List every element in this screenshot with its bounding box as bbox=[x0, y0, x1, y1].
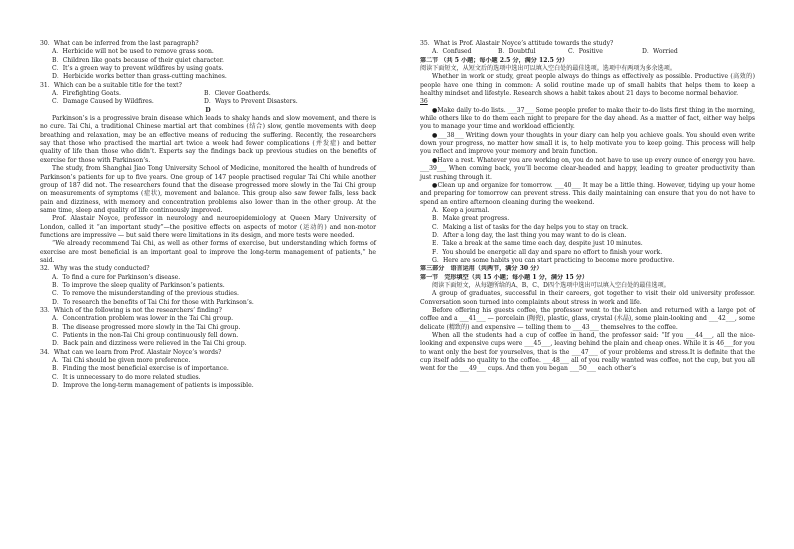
section2-instructions: 阅读下面短文，从短文后的选项中选出可以填入空白处的最佳选项。选项中有两项为多余选项。 bbox=[420, 65, 676, 73]
passage-d-para3: Prof. Alastair Noyce, professor in neurology and neuroepidemiology at Queen Mary University of London, called it “an important study”—the positive effects on aspects of motor (运动的) and non-motor functions are impressive — but said there were limitations in its design, and more tests were needed. bbox=[40, 215, 376, 239]
options-31-row2 bbox=[40, 98, 376, 106]
section2-para1: Whether in work or study, great people always do things as effectively as possible. Productive (高效的) people have one thing in common: A solid routine made up of small habits that helps them to keep a healthy mindset and lifestyle. Research shows a habit takes about 21 days to become normal behavior. bbox=[420, 73, 755, 98]
option-33-c: C．Patients in the non-Tai Chi group continuously fell down. bbox=[52, 332, 239, 340]
option-30-a: A．Herbicide will not be used to remove grass soon. bbox=[52, 48, 214, 56]
left-column bbox=[40, 40, 376, 390]
cloze-para1: A group of graduates, successful in their careers, got together to visit their old university professor. Conversation soon turned into complaints about stress in work and life. bbox=[420, 290, 755, 306]
question-35: 35．What is Prof. Alastair Noyce’s attitude towards the study? bbox=[420, 40, 614, 47]
passage-d-para1: Parkinson’s is a progressive brain disease which leads to shaky hands and slow movement, and there is no cure. Tai Chi, a traditional Chinese martial art that combines (结合) slow, gentle movements with deep breathing and relaxation, may be an effective means of reducing the suffering. Recently, the researchers say that those who practised the martial art twice a week had fewer complications (并发症) and better quality of life than those who didn’t. Experts say the findings back up previous studies on the benefits of exercise for those with Parkinson’s. bbox=[40, 115, 376, 164]
passage-d-para4: “We already recommend Tai Chi, as well as other forms of exercise, but understanding which forms of exercise are most beneficial is an important goal to improve the long-term management of patients,” he said. bbox=[40, 240, 376, 264]
option-b: B．Make great progress. bbox=[432, 215, 510, 223]
part3-instructions: 阅读下面短文，从每题所给的A、B、C、D四个选项中选出可以填入空白处的最佳选项。 bbox=[432, 281, 670, 289]
option-33-d: D．Back pain and dizziness were relieved in the Tai Chi group. bbox=[52, 340, 247, 348]
option-31-c: C．Damage Caused by Wildfires. bbox=[52, 98, 154, 106]
tip-1: ●Make daily to-do lists. ___37___ Some people prefer to make their to-do lists first thing in the morning, while others like to do them each night to prepare for the day ahead. As a matter of fact, either way helps you to manage your time and workload efficiently. bbox=[420, 106, 755, 131]
question-31: 31．Which can be a suitable title for the text? bbox=[40, 81, 182, 89]
option-f: F．You should be energetic all day and spare no effort to finish your work. bbox=[432, 248, 663, 256]
option-g: G．Here are some habits you can start practicing to become more productive. bbox=[432, 256, 675, 264]
option-32-d: D．To research the benefits of Tai Chi for those with Parkinson’s. bbox=[52, 298, 254, 306]
cloze-para3: When all the students had a cup of coffee in hand, the professor said: “If you ___44___, all the nice-looking and expensive cups were ___45___, leaving behind the plain and cheap ones. While it is 46___for you to want only the best for yourselves, that is the ___47___ of your problems and stress.It is definite that the cup itself adds no quality to the coffee. ___48___ all of you really wanted was coffee, not the cup, but you all went for the ___49___ cups. And then you began ___50___ each other’s bbox=[420, 332, 755, 373]
option-34-a: A．Tai Chi should be given more preference. bbox=[52, 357, 191, 365]
option-30-b: B．Children like goats because of their quiet character. bbox=[52, 56, 224, 64]
tip-3: ●Have a rest. Whatever you are working on, you do not have to use up every ounce of energy you have. ___39___ When coming back, you’ll become clear-headed and happy, leading to greater productivity than just rushing through it. bbox=[420, 156, 755, 181]
section2-title: 第二节 （共 5 小题；每小题 2.5 分，满分 12.5 分） bbox=[420, 56, 569, 64]
option-30-c: C．It’s a green way to prevent wildfires by using goats. bbox=[52, 65, 224, 73]
option-a: A．Keep a journal. bbox=[432, 206, 490, 214]
question-30: 30．What can be inferred from the last paragraph? bbox=[40, 40, 199, 47]
section-label-d: D bbox=[205, 106, 211, 114]
passage-d-para2: The study, from Shanghai Jiao Tong University School of Medicine, monitored the health of hundreds of Parkinson’s patients for up to five years. One group of 147 people practised regular Tai Chi while another group of 187 did not. The researchers found that the disease progressed more slowly in the Tai Chi group on measurements of symptoms (症状), movement and balance. This group also saw fewer falls, less back pain and dizziness, with memory and concentration problems also lower than in the other group. At the same time, sleep and quality of life continuously improved. bbox=[40, 165, 376, 214]
option-34-d: D．Improve the long-term management of patients is impossible. bbox=[52, 382, 254, 390]
cloze-para2: Before offering his guests coffee, the professor went to the kitchen and returned with a large pot of coffee and a ___41___ — porcelain (陶瓷), plastic, glass, crystal (水晶), some plain-looking and ___42___, some delicate (精致的) and expensive — telling them to ___43___ themselves to the coffee. bbox=[420, 307, 755, 331]
option-34-c: C．It is unnecessary to do more related studies. bbox=[52, 373, 201, 381]
option-31-d: D．Ways to Prevent Disasters. bbox=[204, 98, 298, 106]
option-35-a: A．Confused bbox=[432, 48, 472, 56]
option-32-c: C．To remove the misunderstanding of the previous studies. bbox=[52, 290, 239, 298]
option-30-d: D．Herbicide works better than grass-cutting machines. bbox=[52, 73, 227, 81]
option-35-d: D．Worried bbox=[642, 48, 678, 56]
tip-2: ●___38___ Writing down your thoughts in your diary can help you achieve goals. You should even write down your progress, no matter how small it is, to help motivate you to keep going. This process will help you reflect and improve your memory and brain function. bbox=[420, 131, 755, 156]
option-34-b: B．Finding the most beneficial exercise is of importance. bbox=[52, 365, 229, 373]
option-d: D．After a long day, the last thing you may want to do is clean. bbox=[432, 231, 627, 239]
options-31-row1 bbox=[40, 90, 376, 98]
part3-title: 第三部分 语言运用（共两节，满分 30 分） bbox=[420, 265, 543, 273]
blank-36: 36 bbox=[420, 98, 428, 106]
option-33-b: B．The disease progressed more slowly in the Tai Chi group. bbox=[52, 323, 241, 331]
option-32-b: B．To improve the sleep quality of Parkinson’s patients. bbox=[52, 281, 225, 289]
right-column bbox=[420, 40, 755, 374]
part3-section1-title: 第一节 完形填空（共 15 小题；每小题 1 分，满分 15 分） bbox=[420, 273, 588, 281]
option-32-a: A．To find a cure for Parkinson’s disease. bbox=[52, 273, 181, 281]
question-33: 33．Which of the following is not the researchers’ finding? bbox=[40, 307, 222, 314]
option-35-c: C．Positive bbox=[568, 48, 603, 56]
option-33-a: A．Concentration problem was lower in the Tai Chi group. bbox=[52, 315, 234, 323]
option-35-b: B．Doubtful bbox=[498, 48, 536, 56]
option-31-a: A．Firefighting Goats. bbox=[52, 90, 121, 98]
tip-4: ●Clean up and organize for tomorrow. ___40___ It may be a little thing. However, tidying up your home and preparing for tomorrow can prevent stress. This daily maintaining can ensure that you do not have to spend an entire afternoon cleaning during the weekend. bbox=[420, 181, 755, 206]
option-31-b: B．Clever Goatherds. bbox=[204, 90, 271, 98]
option-c: C．Making a list of tasks for the day helps you to stay on track. bbox=[432, 223, 629, 231]
option-e: E．Take a break at the same time each day, despite just 10 minutes. bbox=[432, 240, 643, 248]
question-32: 32．Why was the study conducted? bbox=[40, 265, 150, 273]
question-34: 34．What can we learn from Prof. Alastair Noyce’s words? bbox=[40, 348, 222, 356]
options-35 bbox=[420, 48, 755, 56]
